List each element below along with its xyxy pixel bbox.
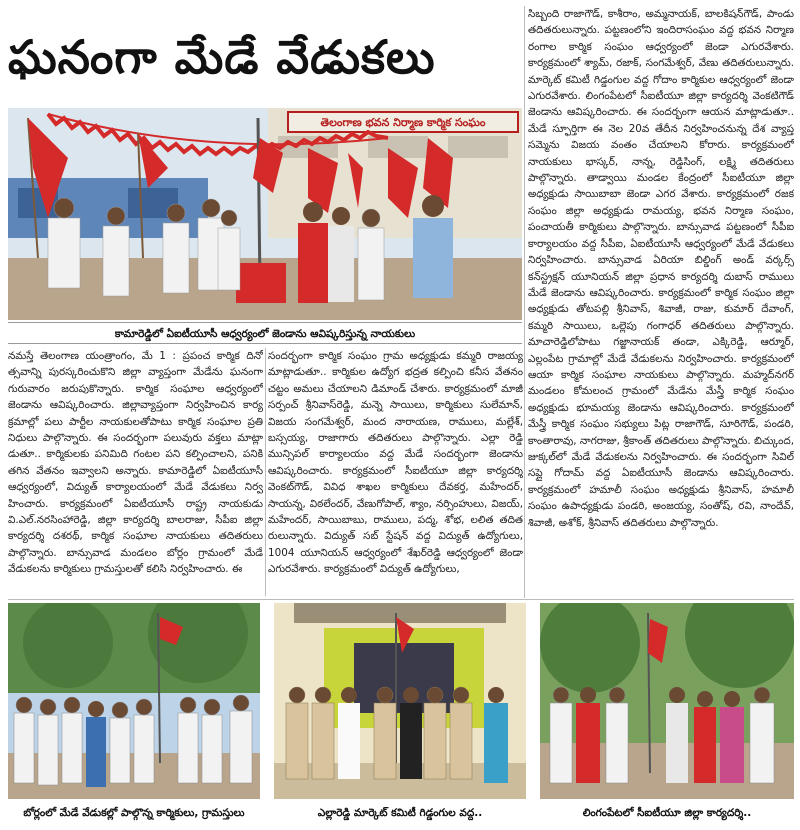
column-divider (265, 348, 266, 596)
article-column-right (528, 6, 794, 594)
bottom-photo-3-illustration (540, 603, 794, 799)
main-photo-illustration (8, 108, 522, 320)
bottom-photo-1-illustration (8, 603, 260, 799)
article-text-left: నమస్తే తెలంగాణ యంత్రాంగం, మే 1 : ప్రపంచ కార్మిక దినో త్సవాన్ని పురస్కరించుకొని జిల్లా వ్యాప్తంగా మేడేను ఘనంగా గురువారం జరుపుకొన్నారు. కార్మిక సంఘాల ఆధ్వర్యంలో జెండాను ఆవిష్కరించారు. జిల్లావ్యాప్తంగా నిర్వహించిన కార్య క్రమాల్లో పలు పార్టీల నాయకులతోపాటు కార్మిక సంఘాల ప్రతి నిధులు పాల్గొన్నారు. ఈ సందర్భంగా పలువురు వక్తలు మాట్లా డుతూ.. కార్మికులకు పనిమిది గంటల పని కల్పించాలని, పనికి తగిన వేతనం ఇవ్వాలని అన్నారు. కామారెడ్డిలో ఏఐటీయూసీ ఆధ్వర్యంలో, విద్యుత్ కార్యాలయంలో మేడే వేడుకలు నిర్వ హించారు. కార్యక్రమంలో ఏఐటీయూసీ రాష్ట్ర నాయకుడు వి.ఎల్.నరసింహారెడ్డి, జిల్లా కార్యదర్శి బాలరాజు, సీపీఐ జిల్లా కార్యదర్శి దశరథ్, కార్మిక సంఘాల నాయకులు తదితరులు పాల్గొన్నారు. బాన్సువాడ మండలం బోర్లం గ్రామంలో మేడే వేడుకలను కార్మికులు గ్రామస్తులతో కలిసి నిర్వహించారు. ఈ (8, 350, 263, 576)
bottom-photo-2-illustration (274, 603, 526, 799)
article-text-right: సిబ్బంది రాజాగౌడ్, కాశీరాం, అమ్మనాయక్, బాలకిషన్‌గౌడ్, పాండు తదితరులున్నారు. పట్టణంలోని ఇందిరాసంఘం వద్ద భవన నిర్మాణ రంగాల కార్మిక సంఘం ఆధ్వర్యంలో జెండా ఎగురవేశారు. కార్యక్రమంలో శ్యామ్, రజాక్, సంగమేశ్వర్, వేణు తదితరులున్నారు. మార్కెట్ కమిటీ గిడ్డంగుల వద్ద గోదాం కార్మికుల ఆధ్వర్యంలో జెండా ఎగురవేశారు. లింగంపేటలో సీఐటీయూ జిల్లా కార్యదర్శి వెంకటిగౌడ్ జెండాను ఆవిష్కరించారు. ఈ సందర్భంగా ఆయన మాట్లాడుతూ.. మేడే స్ఫూర్తిగా ఈ నెల 20వ తేదీన నిర్వహించనున్న దేశ వ్యాప్త సమ్మెను విజయ వంతం చేయాలని కోరారు. కార్యక్రమంలో నాయకులు భాస్కర్, నాన్న, రెడ్డిసింగ్, లక్ష్మి తదితరులు పాల్గొన్నారు. తాడ్వాయి మండల కేంద్రంలో సీఐటీయూ జిల్లా అధ్యక్షుడు సాయిబాబా జెండా ఎగర వేశారు. కార్యక్రమంలో రజక సంఘం జిల్లా అధ్యక్షుడు రామయ్య, భవన నిర్మాణ సంఘం, పంచాయతీ కార్మికులు పాల్గొన్నారు. బాన్సువాడ పట్టణంలో సీపీఐ కార్యాలయం వద్ద సీపీఐ, ఏఐటీయూసీ ఆధ్వర్యంలో మేడే వేడుకలు నిర్వహించారు. బాన్సువాడ ఏరియా బిల్డింగ్ అండ్ వర్కర్స్ కన్‌స్ట్రక్షన్ యూనియన్ జిల్లా ప్రధాన కార్యదర్శి దుబాస్ రాములు మేడే జెండాను ఆవిష్కరించారు. కార్యక్రమంలో కార్మిక సంఘం జిల్లా అధ్యక్షుడు తోటపల్లి శ్రీనివాస్, శివాజీ, రాజు, కుమార్ దేవాంగ్, కమ్మరి సాయిలు, ఒల్లెపు గంగాధర్ తదితరులు పాల్గొన్నారు. మాచారెడ్డిలోపాటు గజ్జానాయక్ తండా, ఎక్కిరెడ్డి, ఆర్మూర్, ఎల్లంపేట గ్రామాల్లో మేడే వేడుకలను నిర్వహించారు. కార్యక్రమంలో ఆయా కార్మిక సంఘాల నాయకులు పాల్గొన్నారు. మహ్మద్‌నగర్ మండలం కోమలంచ గ్రామంలో మేడేను మేస్త్రీ కార్మిక సంఘం అధ్యక్షుడు భూమయ్య జెండాను ఆవిష్కరించారు. కార్యక్రమంలో మేస్త్రీ కార్మిక సంఘం సభ్యులు పిట్ల రాజాగౌడ్, సూరిగౌడ్, పండరి, కాంతారావు, నాగరాజు, శ్రీకాంత్ తదితరులు పాల్గొన్నారు. బిచ్కుంద, జుక్కల్‌లో మేడే వేడుకలను నిర్వహించారు. ఈ సందర్భంగా సివిల్ సప్లై గోదామ్ వద్ద ఏఐటీయూసీ జెండాను ఆవిష్కరించారు. కార్యక్రమంలో హమాలీ సంఘం అధ్యక్షుడు శ్రీనివాస్, హమాలీ సంఘం ఉపాధ్యక్షుడు పండరి, అంజయ్య, సంతోష్, రవి, నాందేవ్, శివాజీ, అశోక్, శ్రీనివాస్ తదితరులు పాల్గొన్నారు. (528, 8, 794, 529)
bottom-photo-lingampet (540, 603, 794, 799)
bottom-photo-yellareddy (274, 603, 526, 799)
article-column-middle (268, 348, 523, 596)
section-divider (8, 599, 794, 600)
bottom-photo-borlam (8, 603, 260, 799)
main-photo-caption: కామారెడ్డిలో ఏఐటీయూసీ ఆధ్వర్యంలో జెండాను ఆవిష్కరిస్తున్న నాయకులు (8, 322, 522, 344)
headline: ఘనంగా మేడే వేడుకలు (8, 30, 436, 84)
article-text-middle: సందర్భంగా కార్మిక సంఘం గ్రామ అధ్యక్షుడు కమ్మరి రాజయ్య మాట్లాడుతూ.. కార్మికుల ఉద్యోగ భద్రత కల్పించి కనీస వేతనం చట్టం అమలు చేయాలని డిమాండ్ చేశారు. కార్యక్రమంలో మాజీ సర్పంచ్ శ్రీనివాస్‌రెడ్డి, మన్నె సాయిలు, కార్మికులు సులేమాన్, విజయ సంగమేశ్వర్, మంద నారాయణ, రాములు, మల్లేశ్, బస్సయ్య, రాజాగారు తదితరులు పాల్గొన్నారు. ఎల్లా రెడ్డి మున్సిపల్ కార్యాలయం వద్ద మేడే సందర్భంగా జెండాను ఆవిష్కరించారు. కార్యక్రమంలో సీఐటీయూ జిల్లా కార్యదర్శి వెంకట్‌గౌడ్, వివిధ శాఖల కార్మికులు దేవకర్త, మహేందర్, సాయన్న, విఠలేందర్, వేణుగోపాల్, శ్యాం, నర్సింహులు, విజయ్, మహేందర్, సాయిబాబు, రాములు, పద్మ, శోభ, లలిత తదిత రులున్నారు. విద్యుత్ సబ్ స్టేషన్ వద్ద విద్యుత్ ఉద్యోగులు, 1004 యూనియన్ ఆధ్వర్యంలో శేఖర్‌రెడ్డి ఆధ్వర్యంలో జెండా ఎగురవేశారు. కార్యక్రమంలో విద్యుత్ ఉద్యోగులు, (268, 350, 523, 576)
column-divider (524, 6, 525, 598)
bottom-photo-caption: బోర్లంలో మేడే వేడుకల్లో పాల్గొన్న కార్మికులు, గ్రామస్తులు (23, 807, 245, 819)
bottom-photo-caption: ఎల్లారెడ్డి మార్కెట్ కమిటీ గిడ్డంగుల వద్ద.. (317, 807, 483, 819)
building-banner-text: తెలంగాణ భవన నిర్మాణ కార్మిక సంఘం (320, 116, 486, 129)
bottom-photo-caption: లింగంపేటలో సీఐటీయూ జిల్లా కార్యదర్శి.. (582, 807, 752, 819)
main-photo (8, 108, 522, 320)
article-column-left (8, 348, 263, 596)
